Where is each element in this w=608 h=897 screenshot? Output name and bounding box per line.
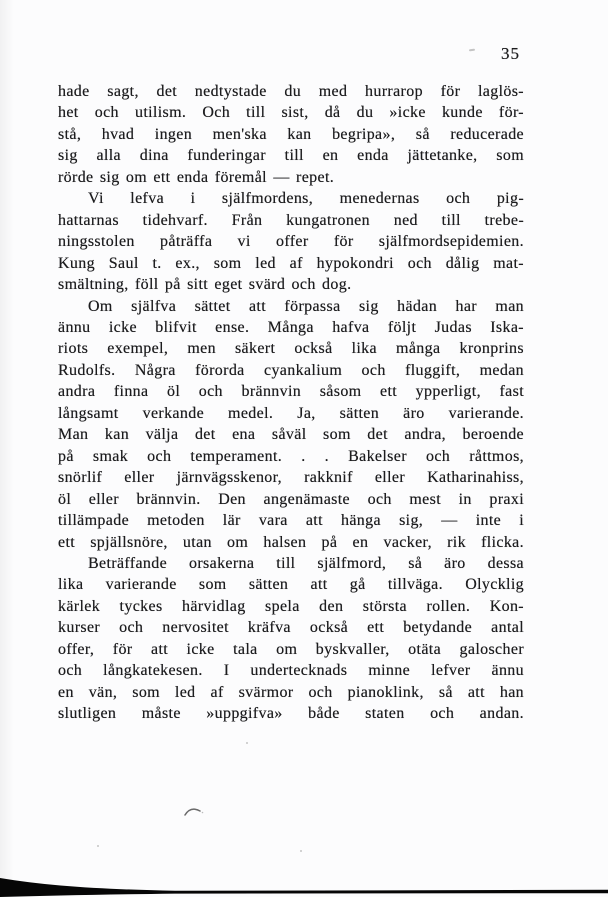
scan-bottom-shadow <box>0 871 608 897</box>
text-line: sig alla dina funderingar till en enda jättetanke, som <box>58 147 524 165</box>
text-line: offer, för att icke tala om byskvaller, otäta galoscher <box>58 640 524 658</box>
scan-edge-shade <box>0 0 14 897</box>
text-line: snörlif eller järnvägsskenor, rakknif eller Katharinahiss, <box>58 469 524 487</box>
text-line: Om själfva sättet att förpassa sig hädan har man <box>88 297 524 315</box>
scan-speck <box>97 845 99 847</box>
text-line: tillämpade metoden lär vara att hänga sig, — inte i <box>58 512 524 530</box>
text-line: hade sagt, det nedtystade du med hurrarop för laglös- <box>58 83 524 100</box>
text-line: hattarnas tidehvarf. Från kungatronen ned till trebe- <box>58 211 524 229</box>
text-line: Vi lefva i själfmordens, menedernas och pig- <box>88 190 524 208</box>
text-line: rörde sig om ett enda föremål — repet. <box>58 168 335 186</box>
page-number: 35 <box>501 44 520 63</box>
text-line: ett spjällsnöre, utan om halsen på en vacker, rik flicka. <box>58 533 524 551</box>
text-line: kurser och nervositet kräfva också ett betydande antal <box>58 619 524 637</box>
text-line: och långkatekesen. I undertecknads minne lefver ännu <box>58 662 524 680</box>
text-line: öl eller brännvin. Den angenämaste och mest in praxi <box>58 490 524 508</box>
text-line: Beträffande orsakerna till själfmord, så äro dessa <box>88 554 524 572</box>
text-line: på smak och temperament. . . Bakelser och råttmos, <box>58 447 524 465</box>
text-line: kärlek tyckes härvidlag spela den största rollen. Kon- <box>58 597 524 615</box>
pen-mark <box>184 805 206 820</box>
text-line: Rudolfs. Några förorda cyankalium och fluggift, medan <box>58 361 524 379</box>
text-line: långsamt verkande medel. Ja, sätten äro varierande. <box>58 404 524 422</box>
text-line: ännu icke blifvit ense. Många hafva följt Judas Iska- <box>58 318 524 336</box>
text-line: en vän, som led af svärmor och pianoklink, så att han <box>58 683 524 701</box>
text-line: het och utilism. Och till sist, då du »icke kunde för- <box>58 104 524 122</box>
text-line: andra finna öl och brännvin såsom ett ypperligt, fast <box>58 383 524 401</box>
text-line: Kung Saul t. ex., som led af hypokondri och dålig mat- <box>58 254 524 272</box>
scan-speck <box>246 742 248 744</box>
scan-speck <box>300 850 302 852</box>
text-line: riots exempel, men säkert också lika många kronprins <box>58 340 524 358</box>
text-line: stå, hvad ingen men'ska kan begripa», så reducerade <box>58 125 524 143</box>
text-block <box>58 81 524 725</box>
text-line: ningsstolen påträffa vi offer för själfmordsepidemien. <box>58 233 524 251</box>
text-line: Man kan välja det ena såväl som det andra, beroende <box>58 426 524 444</box>
scan-speck <box>469 49 475 52</box>
text-line: slutligen måste »uppgifva» både staten och andan. <box>58 705 524 723</box>
text-line: smältning, föll på sitt eget svärd och dog. <box>58 276 352 294</box>
text-line: lika varierande som sätten att gå tillväga. Olycklig <box>58 576 524 594</box>
